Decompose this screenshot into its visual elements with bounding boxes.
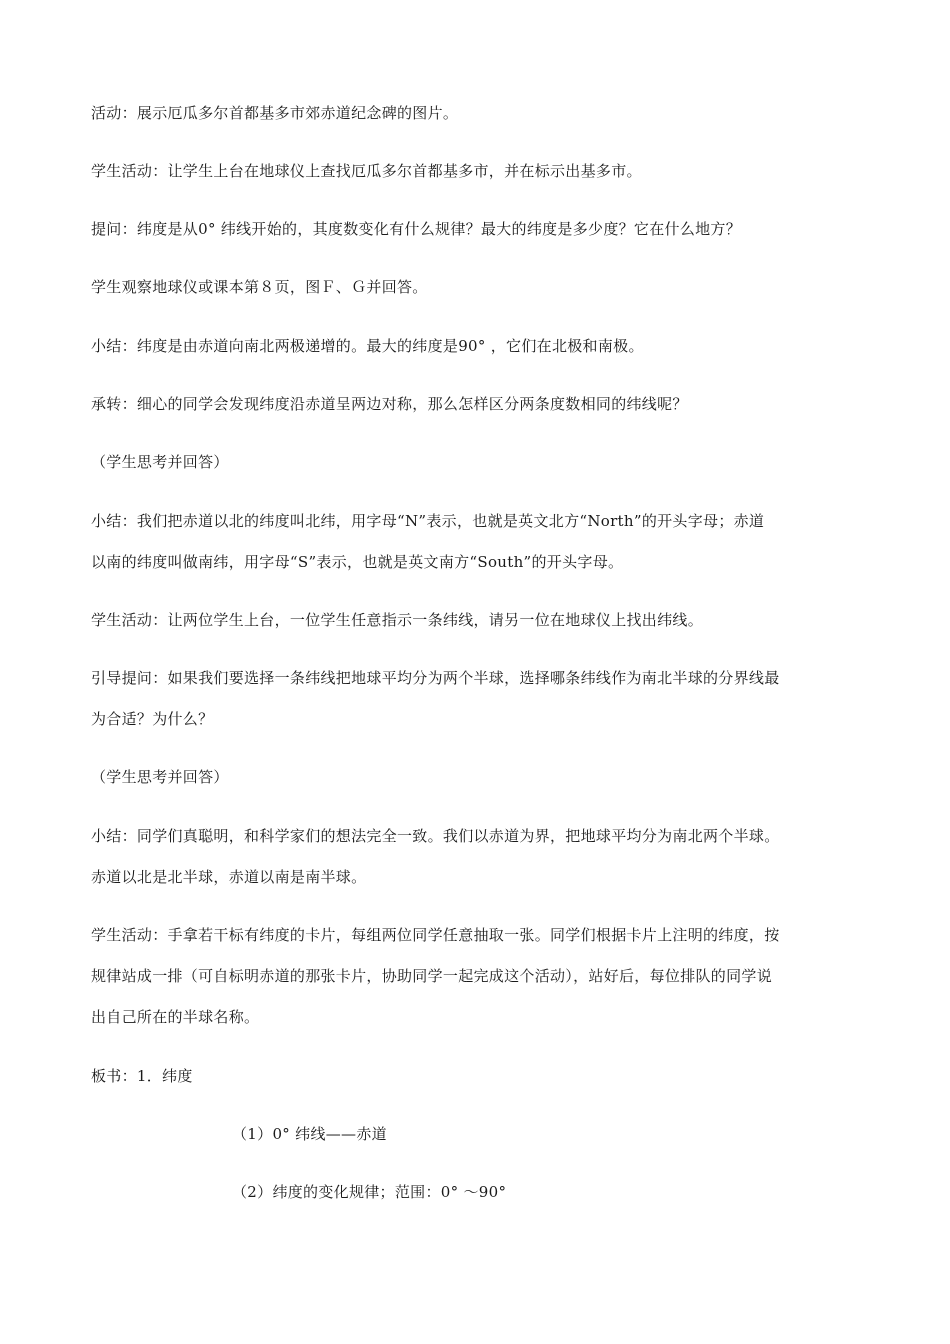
paragraph-line: 小结：纬度是由赤道向南北两极递增的。最大的纬度是90° ，它们在北极和南极。 [91, 337, 644, 355]
paragraph-line: （学生思考并回答） [91, 768, 229, 786]
paragraph-line: 赤道以北是北半球，赤道以南是南半球。 [91, 868, 367, 886]
board-item-1: （1）0° 纬线——赤道 [232, 1125, 387, 1143]
paragraph-line: 学生活动：让学生上台在地球仪上查找厄瓜多尔首都基多市，并在标示出基多市。 [91, 162, 642, 180]
paragraph-line: 小结：同学们真聪明，和科学家们的想法完全一致。我们以赤道为界，把地球平均分为南北两个半球。 [91, 827, 780, 845]
paragraph-line: 出自己所在的半球名称。 [91, 1008, 260, 1026]
paragraph-line: 活动：展示厄瓜多尔首都基多市郊赤道纪念碑的图片。 [91, 104, 459, 122]
paragraph-line: 以南的纬度叫做南纬，用字母“S”表示，也就是英文南方“South”的开头字母。 [91, 553, 624, 571]
paragraph-line: 提问：纬度是从0° 纬线开始的，其度数变化有什么规律？最大的纬度是多少度？它在什么地方？ [91, 220, 742, 238]
paragraph-line: 学生活动：手拿若干标有纬度的卡片，每组两位同学任意抽取一张。同学们根据卡片上注明的纬度，按 [91, 926, 780, 944]
board-heading: 板书：1．纬度 [91, 1067, 193, 1085]
paragraph-line: 为合适？为什么？ [91, 710, 214, 728]
paragraph-line: （学生思考并回答） [91, 453, 229, 471]
paragraph-line: 小结：我们把赤道以北的纬度叫北纬，用字母“N”表示，也就是英文北方“North”的开头字母；赤道 [91, 512, 765, 530]
paragraph-line: 学生活动：让两位学生上台，一位学生任意指示一条纬线，请另一位在地球仪上找出纬线。 [91, 611, 704, 629]
paragraph-line: 学生观察地球仪或课本第８页，图Ｆ、Ｇ并回答。 [91, 278, 428, 296]
paragraph-line: 承转：细心的同学会发现纬度沿赤道呈两边对称，那么怎样区分两条度数相同的纬线呢？ [91, 395, 688, 413]
paragraph-line: 规律站成一排（可自标明赤道的那张卡片，协助同学一起完成这个活动），站好后，每位排队的同学说 [91, 967, 773, 985]
paragraph-line: 引导提问：如果我们要选择一条纬线把地球平均分为两个半球，选择哪条纬线作为南北半球的分界线最 [91, 669, 780, 687]
board-item-2: （2）纬度的变化规律；范围：0° ～90° [232, 1183, 507, 1201]
